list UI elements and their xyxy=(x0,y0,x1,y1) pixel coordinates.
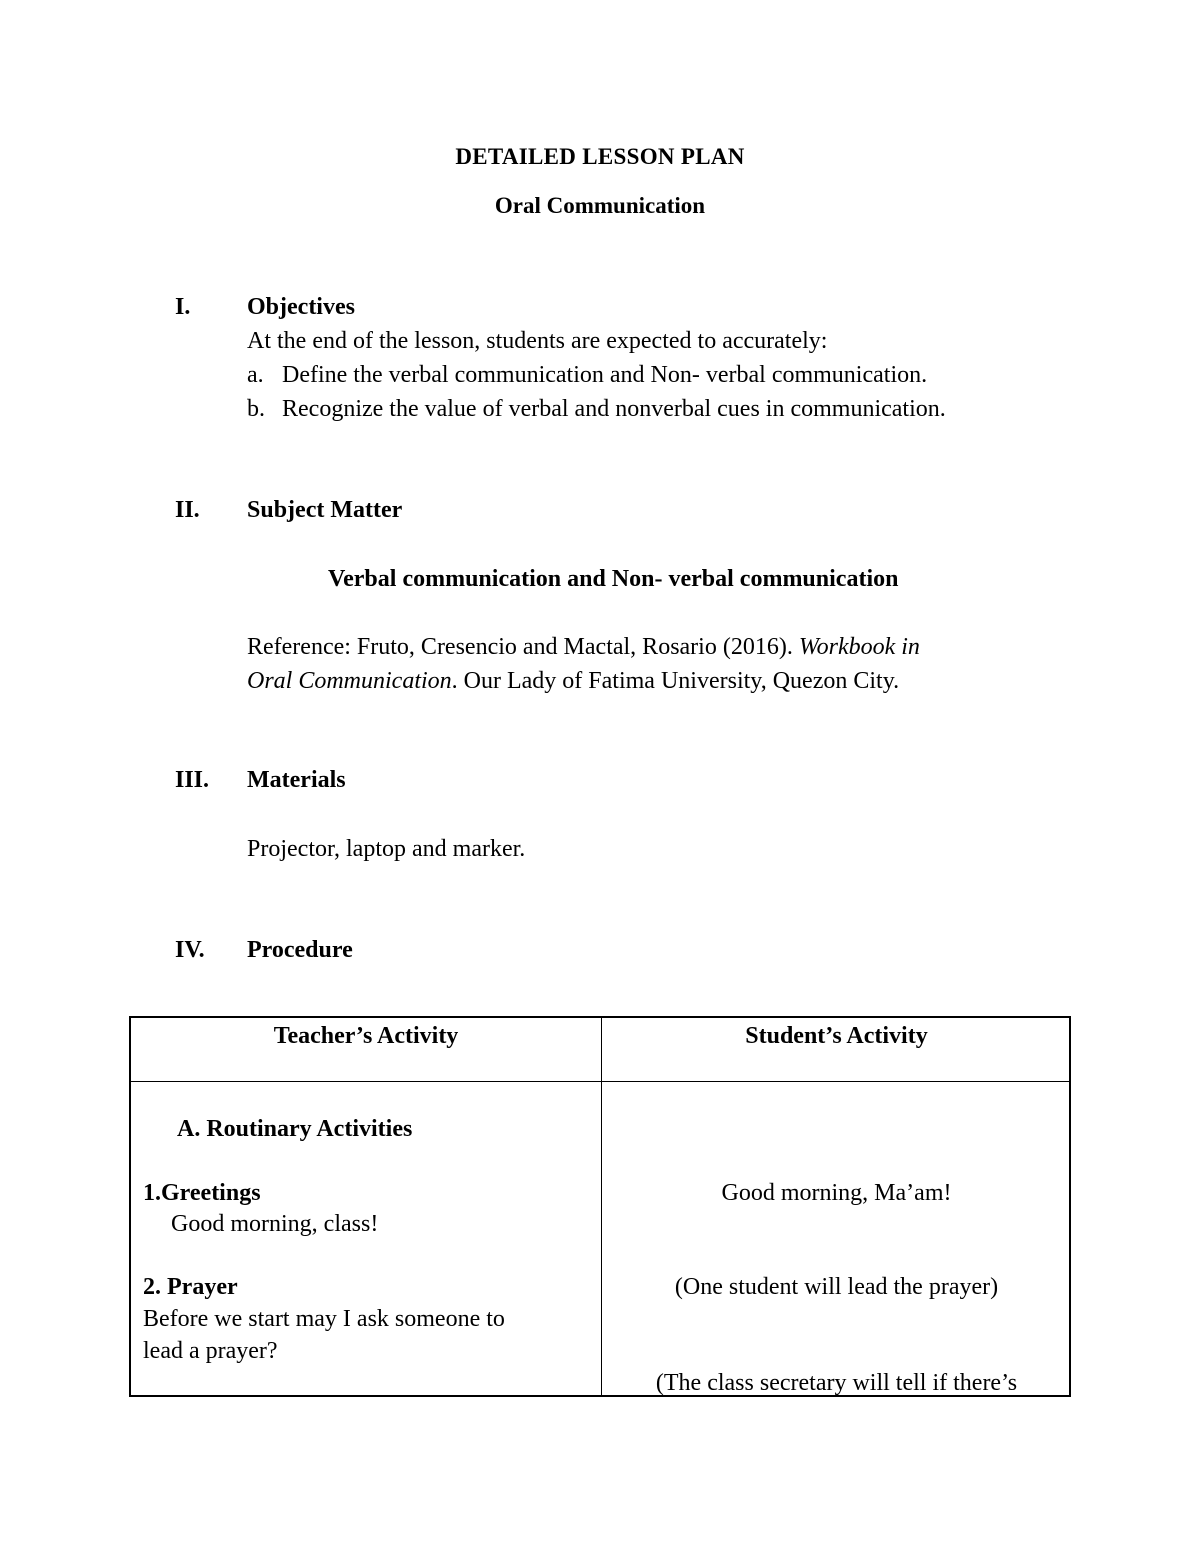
prayer-teacher-line-1: Before we start may I ask someone to xyxy=(143,1306,505,1332)
reference-title-part2: Oral Communication xyxy=(247,668,452,694)
header-student-activity: Student’s Activity xyxy=(745,1023,928,1049)
objective-item-a: Define the verbal communication and Non- verbal communication. xyxy=(282,362,928,388)
objectives-number: I. xyxy=(175,294,191,320)
materials-text: Projector, laptop and marker. xyxy=(247,836,526,862)
subject-topic: Verbal communication and Non- verbal communication xyxy=(328,566,899,592)
subject-heading: Subject Matter xyxy=(247,497,403,523)
subject-number: II. xyxy=(175,497,200,523)
procedure-number: IV. xyxy=(175,937,205,963)
reference-prefix: Reference: Fruto, Cresencio and Mactal, Rosario (2016). xyxy=(247,634,799,660)
objective-marker-a: a. xyxy=(247,362,264,388)
reference-line-1 xyxy=(247,634,920,661)
objective-marker-b: b. xyxy=(247,396,265,422)
page-subtitle: Oral Communication xyxy=(494,193,706,218)
prayer-heading: 2. Prayer xyxy=(143,1274,238,1300)
table-header-divider xyxy=(131,1081,1069,1082)
greetings-teacher-text: Good morning, class! xyxy=(171,1211,379,1237)
greetings-heading: 1.Greetings xyxy=(143,1180,261,1206)
routinary-activities-heading: A. Routinary Activities xyxy=(177,1116,413,1142)
reference-suffix: . Our Lady of Fatima University, Quezon City. xyxy=(451,668,900,694)
objectives-intro: At the end of the lesson, students are expected to accurately: xyxy=(247,328,828,354)
materials-number: III. xyxy=(175,767,210,793)
greetings-student-text: Good morning, Ma’am! xyxy=(721,1180,952,1206)
reference-title-part1: Workbook in xyxy=(798,634,920,660)
objective-item-b: Recognize the value of verbal and nonverbal cues in communication. xyxy=(282,396,946,422)
page-title: DETAILED LESSON PLAN xyxy=(455,144,745,169)
attendance-student-text: (The class secretary will tell if there’s xyxy=(655,1370,1018,1396)
prayer-student-text: (One student will lead the prayer) xyxy=(674,1274,999,1300)
procedure-table xyxy=(129,1016,1071,1397)
materials-heading: Materials xyxy=(247,767,346,793)
prayer-teacher-line-2: lead a prayer? xyxy=(143,1338,278,1364)
header-teacher-activity: Teacher’s Activity xyxy=(273,1023,459,1049)
reference-line-2 xyxy=(247,668,899,695)
procedure-heading: Procedure xyxy=(247,937,353,963)
objectives-heading: Objectives xyxy=(247,294,355,320)
